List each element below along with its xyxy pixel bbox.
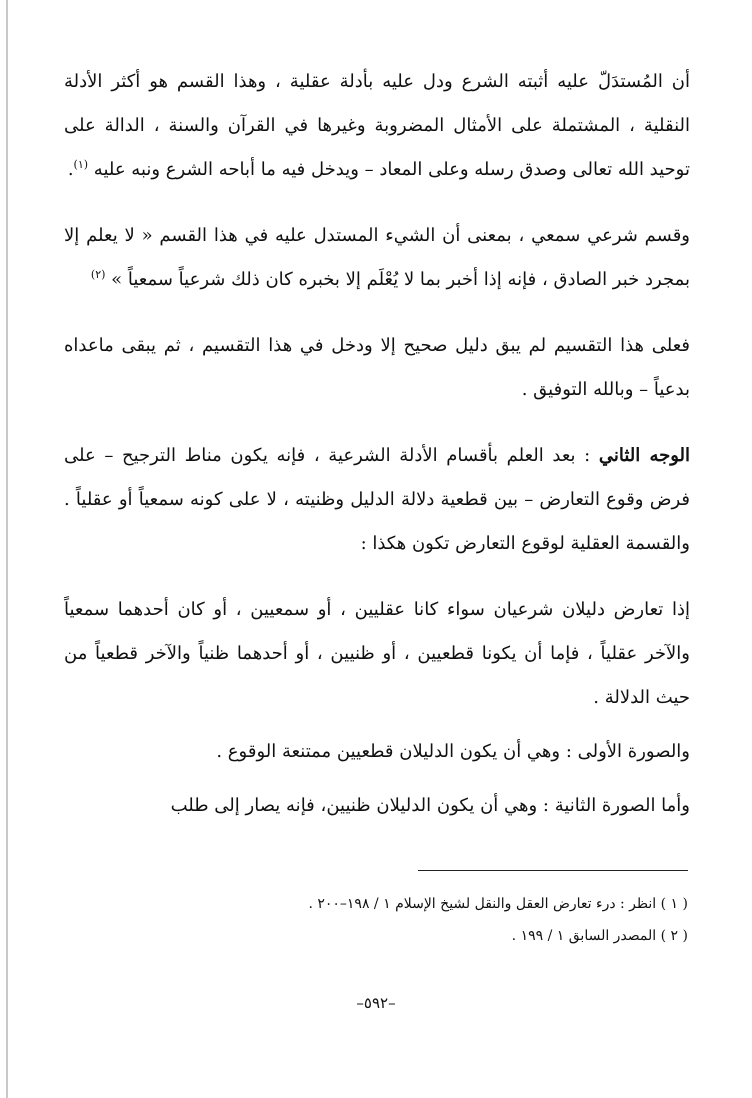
main-text [64, 60, 690, 838]
footnotes [62, 888, 688, 952]
paragraph-3-text: فعلى هذا التقسيم لم يبق دليل صحيح إلا ودخل في هذا التقسيم ، ثم يبقى ماعداه بدعياً – وبالله التوفيق . [64, 335, 690, 400]
paragraph-2-text: وقسم شرعي سمعي ، بمعنى أن الشيء المستدل عليه في هذا القسم « لا يعلم إلا بمجرد خبر الصادق ، فإنه إذا أخبر بما لا يُعْلَم إلا بخبره كان ذلك شرعياً سمعياً » [64, 225, 690, 290]
footnote-separator [418, 870, 688, 871]
paragraph-4-text: : بعد العلم بأقسام الأدلة الشرعية ، فإنه يكون مناط الترجيح – على فرض وقوع التعارض – بين قطعية دلالة الدليل وظنيته ، لا على كونه سمعياً أو عقلياً . والقسمة العقلية لوقوع التعارض تكون هكذا : [64, 445, 690, 554]
footnote-ref-2: (٢) [90, 268, 106, 281]
paragraph-1: أن المُستدَلّ عليه أثبته الشرع ودل عليه بأدلة عقلية ، وهذا القسم هو أكثر الأدلة النقلية ، المشتملة على الأمثال المضروبة وغيرها في القرآن والسنة ، الدالة على توحيد الله تعالى وصدق رسله وعلى المعاد – ويدخل فيه ما أباحه الشرع ونبه عليه $^{(١)}$. [64, 71, 690, 180]
paragraph-7 [64, 784, 690, 828]
paragraph-6-text: والصورة الأولى : وهي أن يكون الدليلان قطعيين ممتنعة الوقوع . [216, 741, 690, 762]
section-heading: الوجه الثاني [598, 445, 691, 466]
paragraph-3 [64, 324, 690, 412]
paragraph-1-text: أن المُستدَلّ عليه أثبته الشرع ودل عليه بأدلة عقلية ، وهذا القسم هو أكثر الأدلة النقلية ، المشتملة على الأمثال المضروبة وغيرها في القرآن والسنة ، الدالة على توحيد الله تعالى وصدق رسله وعلى المعاد – ويدخل فيه ما أباحه الشرع ونبه عليه [64, 71, 690, 180]
footnote-ref-1: (١) [73, 158, 89, 171]
paragraph-7-text: وأما الصورة الثانية : وهي أن يكون الدليلان ظنيين، فإنه يصار إلى طلب [170, 795, 690, 816]
footnote-1: ( ١ ) انظر : درء تعارض العقل والنقل لشيخ الإسلام ١ / ١٩٨–٢٠٠ . [308, 896, 688, 912]
scan-edge-line [6, 0, 8, 1098]
paragraph-5-text: إذا تعارض دليلان شرعيان سواء كانا عقليين ، أو سمعيين ، أو كان أحدهما سمعياً والآخر عقلياً ، فإما أن يكونا قطعيين ، أو ظنيين ، أو أحدهما ظنياً والآخر قطعياً من حيث الدلالة . [64, 599, 690, 708]
paragraph-4 [64, 434, 690, 566]
paragraph-6 [64, 730, 690, 774]
page-number: –٥٩٢– [356, 994, 396, 1012]
paragraph-2 [64, 214, 690, 302]
footnote-2: ( ٢ ) المصدر السابق ١ / ١٩٩ . [511, 928, 688, 944]
paragraph-5 [64, 588, 690, 720]
